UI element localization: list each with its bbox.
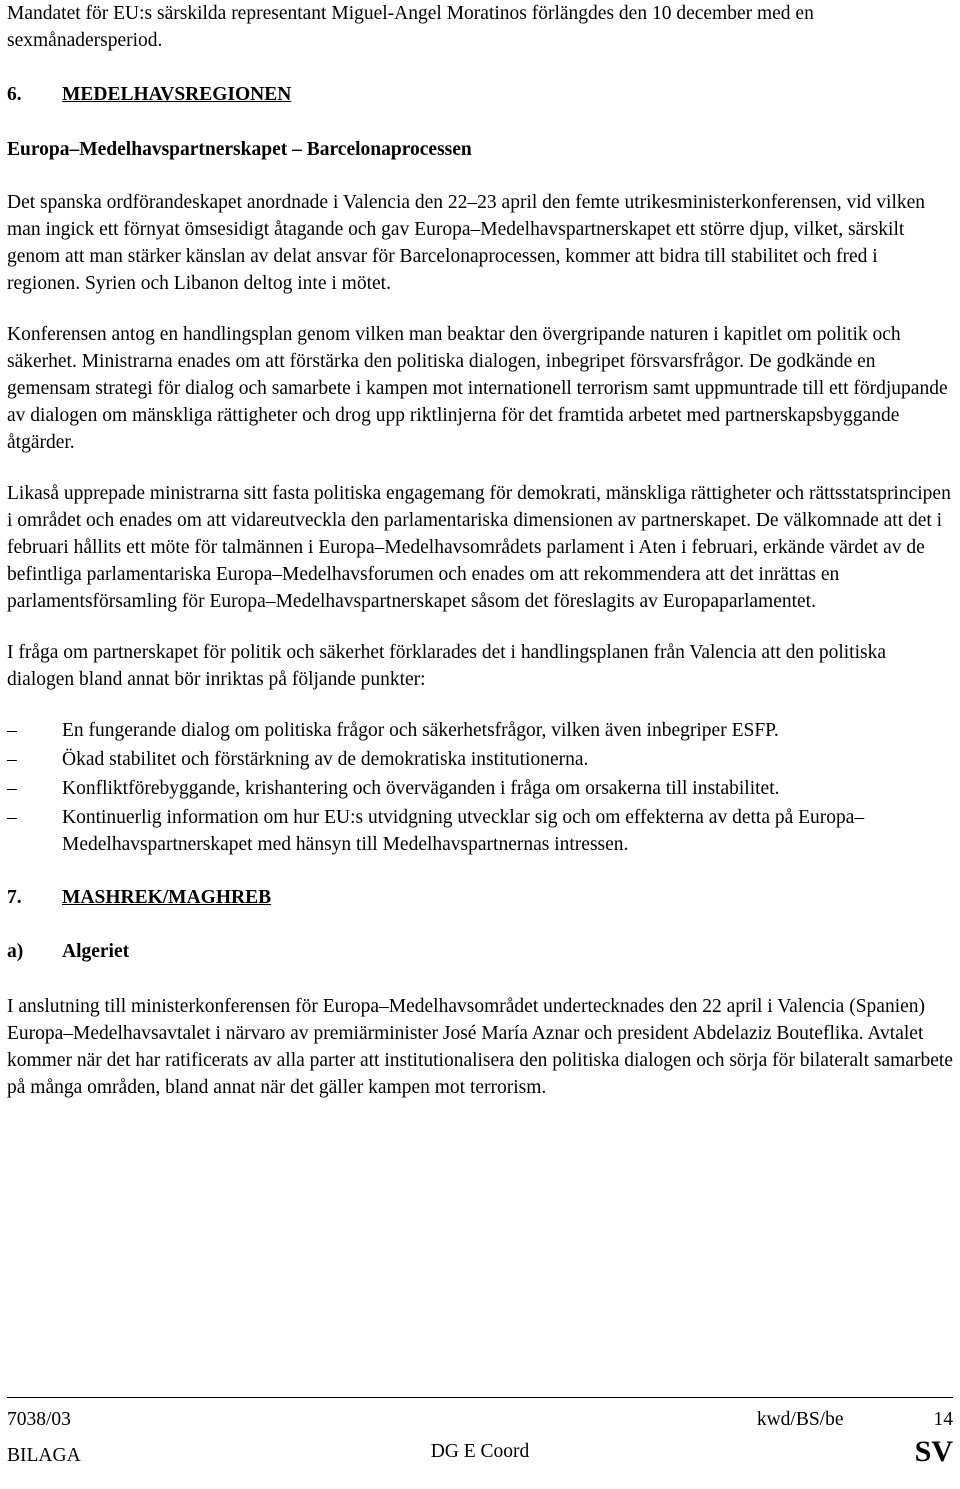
subsection-a-number: a): [7, 941, 24, 962]
annex-label: BILAGA: [7, 1445, 81, 1466]
dash-bullet: –: [7, 749, 17, 770]
doc-number: 7038/03: [7, 1409, 71, 1430]
list-item: [7, 804, 953, 858]
list-item: [7, 775, 953, 802]
section-6-subtitle: Europa–Medelhavspartnerskapet – Barcelonaprocessen: [7, 139, 472, 160]
subsection-a-title: Algeriet: [62, 941, 130, 962]
section-7-paragraph: I anslutning till ministerkonferensen för Europa–Medelhavsområdet undertecknades den 22 april i Valencia (Spanien) Europa–Medelhavsavtalet i närvaro av premiärminister José María Aznar och president Abdelaziz Bouteflika. Avtalet kommer när det har ratificerats av alla parter att institutionalisera den politiska dialogen och sörja för bilateralt samarbete på många områden, bland annat när det gäller kampen mot terrorism.: [7, 996, 953, 1098]
section-6-bullet-list: [7, 717, 953, 858]
list-item-text: En fungerande dialog om politiska frågor och säkerhetsfrågor, vilken även inbegriper ESFP.: [62, 720, 779, 741]
list-item: [7, 746, 953, 773]
section-6-paragraph-2: Konferensen antog en handlingsplan genom vilken man beaktar den övergripande naturen i kapitlet om politik och säkerhet. Ministrarna enades om att förstärka den politiska dialogen, inbegripet försvarsfrågor. De godkände en gemensam strategi för dialog och samarbete i kampen mot internationell terrorism samt uppmuntrade till ett fördjupande av dialogen om mänskliga rättigheter och drog upp riktlinjerna för det framtida arbetet med partnerskapsbyggande åtgärder.: [7, 324, 948, 453]
language-code: SV: [914, 1435, 953, 1468]
dash-bullet: –: [7, 720, 17, 741]
list-item-text: Ökad stabilitet och förstärkning av de demokratiska institutionerna.: [62, 749, 589, 770]
section-6-heading: [7, 81, 953, 108]
dash-bullet: –: [7, 778, 17, 799]
section-6-number: 6.: [7, 84, 22, 105]
footer-row-2: [7, 1435, 953, 1470]
page-footer: [7, 1397, 953, 1470]
dash-bullet: –: [7, 807, 17, 828]
section-6-title: MEDELHAVSREGIONEN: [62, 84, 292, 105]
intro-paragraph: Mandatet för EU:s särskilda representant Miguel-Angel Moratinos förlängdes den 10 december med en sexmånadersperiod.: [7, 3, 814, 51]
section-6-paragraph-4: I fråga om partnerskapet för politik och säkerhet förklarades det i handlingsplanen från Valencia att den politiska dialogen bland annat bör inriktas på följande punkter:: [7, 642, 886, 690]
section-7-number: 7.: [7, 887, 22, 908]
subsection-a-heading: [7, 938, 953, 965]
footer-row-1: [7, 1398, 953, 1438]
list-item: [7, 717, 953, 744]
document-page: [7, 0, 953, 1101]
section-7-title: MASHREK/MAGHREB: [62, 887, 272, 908]
author-initials: kwd/BS/be: [756, 1409, 844, 1430]
dg-label: DG E Coord: [430, 1441, 530, 1462]
section-7-heading: [7, 884, 953, 911]
page-number: 14: [933, 1409, 953, 1430]
section-6-paragraph-1: Det spanska ordförandeskapet anordnade i Valencia den 22–23 april den femte utrikesministerkonferensen, vid vilken man ingick ett förnyat ömsesidigt åtagande och gav Europa–Medelhavspartnerskapet ett större djup, vilket, särskilt genom att man stärker känslan av delat ansvar för Barcelonaprocessen, kommer att bidra till stabilitet och fred i regionen. Syrien och Libanon deltog inte i mötet.: [7, 192, 926, 294]
list-item-text: Kontinuerlig information om hur EU:s utvidgning utvecklar sig och om effekterna av detta på Europa–Medelhavspartnerskapet med hänsyn till Medelhavspartnernas intressen.: [62, 807, 865, 855]
list-item-text: Konfliktförebyggande, krishantering och överväganden i fråga om orsakerna till instabilitet.: [62, 778, 780, 799]
footer-right-1: [757, 1406, 953, 1433]
section-6-paragraph-3: Likaså upprepade ministrarna sitt fasta politiska engagemang för demokrati, mänskliga rättigheter och rättsstatsprincipen i området och enades om att vidareutveckla den parlamentariska dimensionen av partnerskapet. De välkomnade att det i februari hållits ett möte för talmännen i Europa–Medelhavsområdets parlament i Aten i februari, erkände värdet av de befintliga parlamentariska Europa–Medelhavsforumen och enades om att rekommendera att det inrättas en parlamentsförsamling för Europa–Medelhavspartnerskapet såsom det föreslagits av Europaparlamentet.: [7, 483, 951, 612]
